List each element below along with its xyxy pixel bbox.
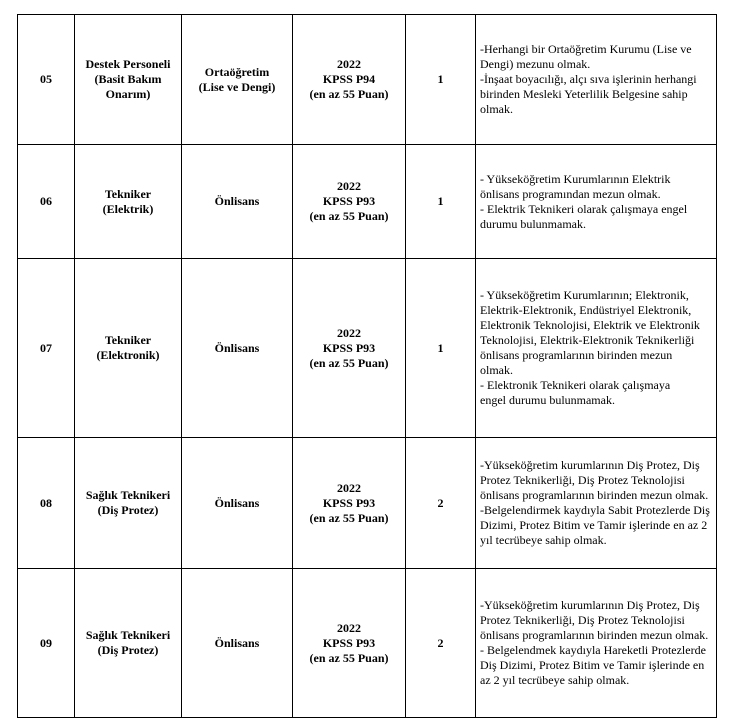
position-count: 1 — [406, 145, 476, 259]
education-level — [182, 438, 293, 569]
kpss-line: 2022 — [337, 57, 361, 71]
kpss-line: 2022 — [337, 480, 361, 495]
kpss-score-type — [293, 259, 406, 438]
requirements-line: olmak. — [480, 102, 513, 116]
position-requirements — [476, 15, 717, 145]
position-code: 09 — [18, 569, 75, 718]
position-code: 08 — [18, 438, 75, 569]
position-line: (Elektronik) — [96, 348, 160, 362]
requirements-line: - Belgelendmek kaydıyla Hareketli Protezlerde — [480, 643, 706, 657]
requirements-line: olmak. — [480, 363, 513, 377]
education-line: Ortaöğretim — [204, 64, 270, 79]
requirements-line: -Herhangi bir Ortaöğretim Kurumu (Lise ve — [480, 42, 692, 56]
kpss-score-type — [293, 15, 406, 145]
position-count: 2 — [406, 438, 476, 569]
kpss-line: (en az 55 Puan) — [309, 510, 389, 525]
kpss-score-type — [293, 438, 406, 569]
position-requirements — [476, 259, 717, 438]
requirements-line: yıl tecrübeye sahip olmak. — [480, 533, 607, 547]
requirements-line: - Elektronik Teknikeri olarak çalışmaya — [480, 378, 671, 392]
table-row — [18, 438, 717, 569]
position-count: 2 — [406, 569, 476, 718]
requirements-line: -Belgelendirmek kaydıyla Sabit Protezlerde Diş — [480, 503, 710, 517]
kpss-line: KPSS P93 — [322, 194, 376, 208]
position-line: (Diş Protez) — [97, 643, 159, 657]
requirements-line: -Yükseköğretim kurumlarının Diş Protez, Diş — [480, 458, 700, 472]
requirements-line: durumu bulunmamak. — [480, 216, 586, 231]
position-line: Tekniker — [104, 186, 152, 201]
kpss-line: KPSS P93 — [322, 495, 376, 510]
education-line: Önlisans — [214, 194, 260, 208]
kpss-line: 2022 — [337, 325, 361, 340]
position-line: Sağlık Teknikeri — [85, 628, 171, 642]
requirements-line: önlisans programlarının birinden mezun — [480, 348, 673, 362]
position-title — [75, 569, 182, 718]
requirements-line: Diş Dizimi, Protez Bitim ve Tamir işlerinde en — [480, 658, 705, 672]
requirements-line: önlisans programlarının birinden mezun olmak. — [480, 488, 709, 502]
position-line: Tekniker — [104, 333, 152, 347]
requirements-line: Protez Teknikerliği, Diş Protez Teknolojisi — [480, 473, 685, 487]
kpss-score-type — [293, 569, 406, 718]
education-level — [182, 569, 293, 718]
position-code: 05 — [18, 15, 75, 145]
kpss-line: KPSS P93 — [322, 340, 376, 355]
education-line: Önlisans — [214, 635, 260, 650]
position-title — [75, 145, 182, 259]
position-line: Onarım) — [105, 87, 151, 101]
position-code: 06 — [18, 145, 75, 259]
kpss-line: KPSS P93 — [322, 635, 376, 650]
requirements-line: Teknolojisi, Elektrik-Elektronik Teknikerliği — [480, 333, 695, 347]
requirements-line: Elektrik-Elektronik, Endüstriyel Elektronik, — [480, 303, 692, 317]
position-line: (Basit Bakım — [94, 72, 162, 86]
requirements-line: Elektronik Teknolojisi, Elektrik ve Elektronik — [480, 318, 700, 332]
position-line: (Diş Protez) — [97, 503, 159, 517]
kpss-line: (en az 55 Puan) — [309, 87, 389, 101]
requirements-line: Protez Teknikerliği, Diş Protez Teknolojisi — [480, 613, 685, 627]
requirements-line: Dizimi, Protez Bitim ve Tamir işlerinde en az 2 — [480, 518, 708, 532]
education-line: Önlisans — [214, 495, 260, 510]
position-line: Sağlık Teknikeri — [85, 488, 171, 502]
position-code: 07 — [18, 259, 75, 438]
positions-table — [17, 14, 717, 718]
positions-table-body — [18, 15, 717, 718]
kpss-line: (en az 55 Puan) — [309, 209, 389, 223]
kpss-line: KPSS P94 — [322, 72, 376, 86]
kpss-line: 2022 — [337, 620, 361, 635]
requirements-line: birinden Mesleki Yeterlilik Belgesine sahip — [480, 87, 688, 101]
education-level — [182, 145, 293, 259]
position-requirements — [476, 145, 717, 259]
requirements-line: - Elektrik Teknikeri olarak çalışmaya engel — [480, 201, 688, 216]
table-row — [18, 259, 717, 438]
requirements-line: önlisans programlarının birinden mezun olmak. — [480, 628, 709, 642]
education-line: (Lise ve Dengi) — [198, 79, 276, 94]
position-requirements — [476, 438, 717, 569]
kpss-score-type — [293, 145, 406, 259]
position-count: 1 — [406, 259, 476, 438]
position-count: 1 — [406, 15, 476, 145]
requirements-line: Dengi) mezunu olmak. — [480, 57, 591, 71]
table-row — [18, 145, 717, 259]
table-row — [18, 569, 717, 718]
kpss-line: (en az 55 Puan) — [309, 355, 389, 370]
education-line: Önlisans — [214, 340, 260, 355]
table-row — [18, 15, 717, 145]
position-requirements — [476, 569, 717, 718]
requirements-line: - Yükseköğretim Kurumlarının; Elektronik, — [480, 288, 689, 302]
requirements-line: - Yükseköğretim Kurumlarının Elektrik — [480, 171, 671, 186]
requirements-line: -Yükseköğretim kurumlarının Diş Protez, Diş — [480, 598, 700, 612]
position-title — [75, 259, 182, 438]
education-level — [182, 15, 293, 145]
kpss-line: 2022 — [337, 179, 361, 193]
requirements-line: az 2 yıl tecrübeye sahip olmak. — [480, 673, 630, 687]
position-line: Destek Personeli — [85, 57, 171, 71]
requirements-line: engel durumu bulunmamak. — [480, 393, 615, 407]
requirements-line: önlisans programından mezun olmak. — [480, 186, 661, 201]
position-line: (Elektrik) — [102, 201, 154, 216]
kpss-line: (en az 55 Puan) — [309, 650, 389, 665]
education-level — [182, 259, 293, 438]
position-title — [75, 438, 182, 569]
position-title — [75, 15, 182, 145]
requirements-line: -İnşaat boyacılığı, alçı sıva işlerinin herhangi — [480, 72, 697, 86]
